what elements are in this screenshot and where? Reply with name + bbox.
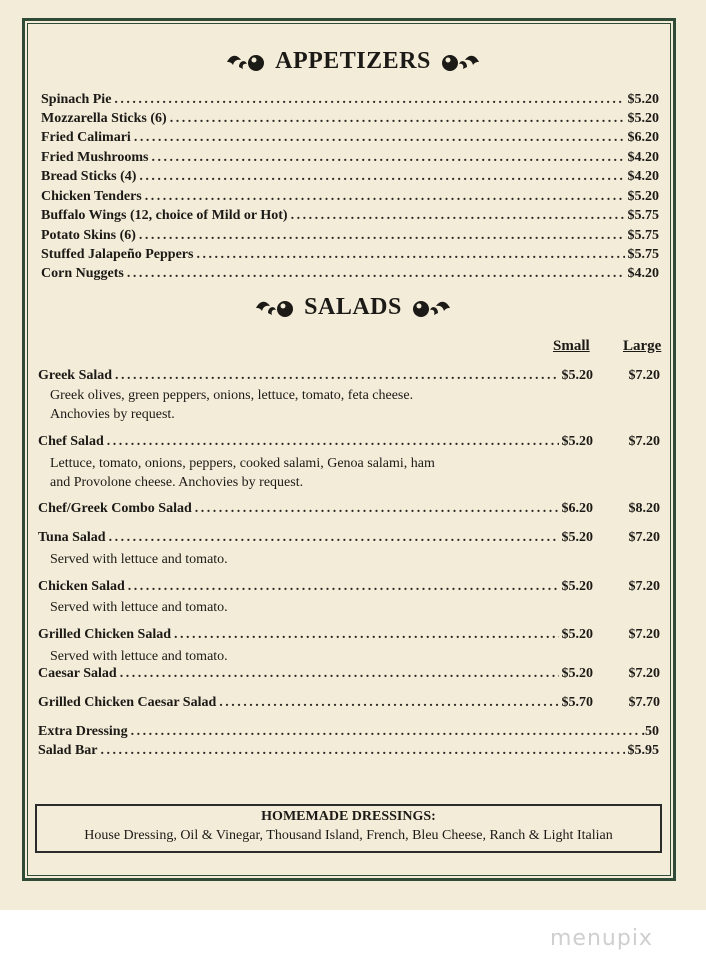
- salad-row: [38, 368, 593, 384]
- item-price: $5.95: [627, 743, 659, 758]
- item-name: Extra Dressing: [38, 724, 128, 739]
- item-name: Salad Bar: [38, 743, 98, 758]
- item-price: $5.20: [627, 189, 659, 204]
- item-price-small: $5.20: [561, 368, 593, 383]
- item-price: $4.20: [627, 169, 659, 184]
- salad-row: [38, 666, 593, 682]
- item-name: Buffalo Wings (12, choice of Mild or Hot): [41, 208, 288, 223]
- item-price-large: $7.20: [628, 530, 660, 545]
- item-price: $5.75: [627, 208, 659, 223]
- item-name: Caesar Salad: [38, 666, 117, 681]
- item-name: Grilled Chicken Caesar Salad: [38, 695, 217, 710]
- item-price: $6.20: [627, 130, 659, 145]
- item-price-large: $7.70: [628, 695, 660, 710]
- item-price: $5.20: [627, 111, 659, 126]
- item-price-small: $5.20: [561, 627, 593, 642]
- item-price: $5.75: [627, 228, 659, 243]
- dressings-box: [35, 804, 662, 853]
- salad-row: [38, 530, 593, 546]
- item-name: Chicken Tenders: [41, 189, 142, 204]
- left-ornament-icon: [225, 51, 267, 73]
- item-price-large: $7.20: [628, 666, 660, 681]
- appetizer-row: [41, 111, 659, 127]
- extra-row: [38, 743, 659, 759]
- appetizer-row: [41, 169, 659, 185]
- item-price-large: $7.20: [628, 627, 660, 642]
- item-name: Tuna Salad: [38, 530, 106, 545]
- dressings-list: House Dressing, Oil & Vinegar, Thousand Island, French, Bleu Cheese, Ranch & Light Italian: [84, 828, 613, 843]
- appetizer-row: [41, 228, 659, 244]
- item-name: Mozzarella Sticks (6): [41, 111, 167, 126]
- item-price-small: $5.70: [561, 695, 593, 710]
- item-price-large: $7.20: [628, 579, 660, 594]
- salad-row: [38, 434, 593, 450]
- item-description: Served with lettuce and tomato.: [50, 552, 228, 567]
- dressings-title: HOMEMADE DRESSINGS:: [261, 809, 436, 824]
- appetizer-row: [41, 189, 659, 205]
- item-name: Potato Skins (6): [41, 228, 136, 243]
- item-price-small: $5.20: [561, 530, 593, 545]
- item-description: Anchovies by request.: [50, 407, 175, 422]
- appetizer-row: [41, 208, 659, 224]
- appetizer-row: [41, 130, 659, 146]
- item-name: Fried Calimari: [41, 130, 131, 145]
- item-price-small: $5.20: [561, 666, 593, 681]
- salad-row: [38, 501, 593, 517]
- appetizer-row: [41, 92, 659, 108]
- salads-title: SALADS: [304, 294, 402, 320]
- item-name: Fried Mushrooms: [41, 150, 149, 165]
- salad-row: [38, 695, 593, 711]
- col-large-header: Large: [623, 338, 662, 354]
- item-description: Lettuce, tomato, onions, peppers, cooked salami, Genoa salami, ham: [50, 456, 435, 471]
- appetizer-row: [41, 247, 659, 263]
- item-price: .50: [641, 724, 659, 739]
- item-name: Spinach Pie: [41, 92, 112, 107]
- item-price-small: $5.20: [561, 434, 593, 449]
- item-description: Served with lettuce and tomato.: [50, 600, 228, 615]
- appetizers-heading: [0, 48, 706, 75]
- item-price-small: $5.20: [561, 579, 593, 594]
- appetizers-title: APPETIZERS: [275, 48, 431, 74]
- item-name: Stuffed Jalapeño Peppers: [41, 247, 194, 262]
- right-ornament-icon: [410, 297, 452, 319]
- col-small-header: Small: [553, 338, 590, 354]
- item-description: Greek olives, green peppers, onions, lettuce, tomato, feta cheese.: [50, 388, 414, 403]
- item-name: Chef/Greek Combo Salad: [38, 501, 192, 516]
- item-name: Chef Salad: [38, 434, 104, 449]
- item-price: $4.20: [627, 266, 659, 281]
- item-name: Chicken Salad: [38, 579, 125, 594]
- appetizer-row: [41, 266, 659, 282]
- item-price: $5.75: [627, 247, 659, 262]
- item-description: and Provolone cheese. Anchovies by request.: [50, 475, 304, 490]
- extra-row: [38, 724, 659, 740]
- item-name: Greek Salad: [38, 368, 113, 383]
- right-ornament-icon: [439, 51, 481, 73]
- salad-row: [38, 579, 593, 595]
- item-name: Grilled Chicken Salad: [38, 627, 172, 642]
- item-price-large: $7.20: [628, 368, 660, 383]
- item-name: Bread Sticks (4): [41, 169, 137, 184]
- salads-heading: [0, 294, 706, 321]
- item-price-large: $8.20: [628, 501, 660, 516]
- item-price-large: $7.20: [628, 434, 660, 449]
- item-name: Corn Nuggets: [41, 266, 124, 281]
- item-description: Served with lettuce and tomato.: [50, 649, 228, 664]
- watermark: menupix: [550, 926, 653, 951]
- item-price: $4.20: [627, 150, 659, 165]
- appetizer-row: [41, 150, 659, 166]
- item-price-small: $6.20: [561, 501, 593, 516]
- item-price: $5.20: [627, 92, 659, 107]
- left-ornament-icon: [254, 297, 296, 319]
- salad-row: [38, 627, 593, 643]
